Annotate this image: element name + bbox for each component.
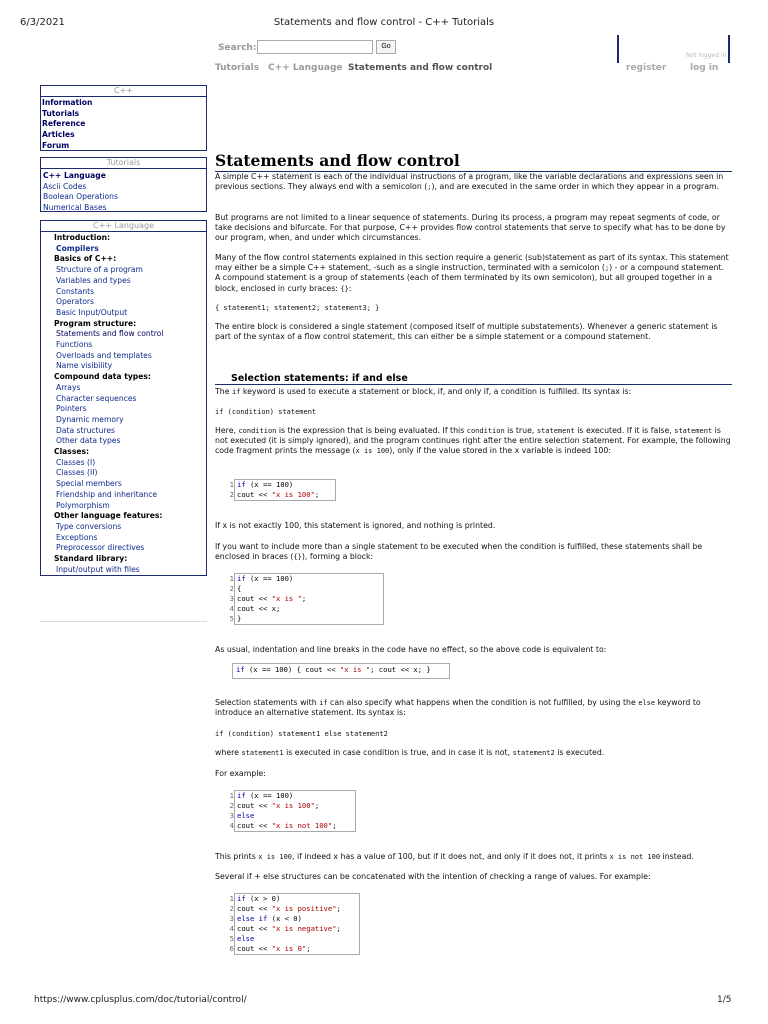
- sidebar-section-item[interactable]: Basic Input/Output: [56, 307, 128, 317]
- code-line-text: if (x == 100): [234, 574, 293, 584]
- sidebar-tutorial-link[interactable]: Ascii Codes: [43, 181, 87, 191]
- print-url: https://www.cplusplus.com/doc/tutorial/control/: [34, 995, 247, 1005]
- sidebar-section-title: Other language features:: [54, 511, 163, 521]
- code-listing-4: [222, 791, 337, 831]
- sidebar-cpp-link[interactable]: Tutorials: [42, 108, 80, 118]
- code-line-number: 2: [229, 584, 234, 593]
- code-line: [222, 924, 341, 934]
- paragraph-concatenated: Several if + else structures can be concatenated with the intention of checking a range of values. For example:: [215, 872, 651, 881]
- sidebar-divider: [40, 621, 207, 622]
- code-line-text: cout << "x is negative";: [234, 924, 341, 934]
- if-syntax: if (condition) statement: [215, 408, 317, 416]
- sidebar-section-item[interactable]: Polymorphism: [56, 500, 110, 510]
- sidebar-section-item[interactable]: Preprocessor directives: [56, 543, 145, 553]
- code-line-text: cout << "x is ";: [234, 594, 306, 604]
- paragraph-condition: Here, condition is the expression that is being evaluated. If this condition is true, statement is executed. If it is false, statement is not executed (it is simply ignored), and the program continues right after the entire selection statement. For example, the following code fragment prints the message (x is 100), only if the value stored in the x variable is indeed 100:: [215, 426, 731, 456]
- code-line-text: cout << "x is not 100";: [234, 821, 337, 831]
- code-line-text: cout << "x is 100";: [234, 490, 319, 500]
- code-line-text: if (x == 100) { cout << "x is "; cout << x; }: [236, 665, 431, 674]
- search-input[interactable]: [257, 40, 373, 54]
- sidebar-tutorial-link[interactable]: Boolean Operations: [43, 192, 118, 202]
- sidebar-section-title: Program structure:: [54, 318, 137, 328]
- section-underline: [215, 384, 732, 385]
- code-line-text: {: [234, 584, 241, 594]
- code-line: [222, 791, 337, 801]
- code-line: [222, 904, 341, 914]
- code-line-number: 1: [229, 574, 234, 583]
- code-line-text: if (x == 100): [234, 791, 293, 801]
- sidebar-language-box: [40, 220, 207, 576]
- code-line: [222, 604, 306, 614]
- print-page-number: 1/5: [717, 995, 732, 1005]
- code-line-number: 2: [229, 490, 234, 499]
- sidebar-section-item[interactable]: Structure of a program: [56, 265, 143, 275]
- login-link[interactable]: log in: [690, 63, 719, 73]
- sidebar-tutorials-header: Tutorials: [41, 158, 206, 169]
- paragraph-where: where statement1 is executed in case condition is true, and in case it is not, statement2 is executed.: [215, 748, 605, 757]
- sidebar-section-item[interactable]: Exceptions: [56, 532, 98, 542]
- sidebar-section-item[interactable]: Character sequences: [56, 393, 137, 403]
- code-line-number: 3: [229, 914, 234, 923]
- paragraph-braces: If you want to include more than a single statement to be executed when the condition is fulfilled, these statements shall be enclosed in braces ({}), forming a block:: [215, 542, 703, 562]
- code-line: [222, 821, 337, 831]
- sidebar-section-title: Compound data types:: [54, 372, 151, 382]
- code-line-number: 2: [229, 904, 234, 913]
- print-title: Statements and flow control - C++ Tutorials: [273, 17, 495, 28]
- code-line-number: 2: [229, 801, 234, 810]
- code-listing-2: [222, 574, 306, 624]
- paragraph-indentation: As usual, indentation and line breaks in the code have no effect, so the above code is equivalent to:: [215, 645, 607, 654]
- code-line-number: 4: [229, 924, 234, 933]
- code-line-number: 5: [229, 934, 234, 943]
- paragraph-if: The if keyword is used to execute a statement or block, if, and only if, a condition is fulfilled. Its syntax is:: [215, 387, 632, 396]
- sidebar-section-title: Basics of C++:: [54, 254, 117, 264]
- paragraph-prints: This prints x is 100, if indeed x has a value of 100, but if it does not, and only if it does not, it prints x is not 100 instead.: [215, 852, 694, 861]
- code-line-text: else: [234, 811, 254, 821]
- code-line: [222, 894, 341, 904]
- sidebar-section-item[interactable]: Data structures: [56, 425, 115, 435]
- sidebar-tutorial-link[interactable]: C++ Language: [43, 171, 106, 180]
- code-line: [222, 614, 306, 624]
- paragraph-intro: A simple C++ statement is each of the individual instructions of a program, like the variable declarations and expressions seen in previous sections. They always end with a semicolon (;), and are executed in the same order in which they appear in a program.: [215, 172, 724, 192]
- sidebar-cpp-header: C++: [41, 86, 206, 97]
- paragraph-else: Selection statements with if can also specify what happens when the condition is not fulfilled, by using the else keyword to introduce an alternative statement. Its syntax is:: [215, 698, 701, 718]
- sidebar-section-item[interactable]: Operators: [56, 297, 94, 307]
- sidebar-section-item[interactable]: Arrays: [56, 382, 81, 392]
- page-title: Statements and flow control: [215, 151, 460, 170]
- code-line: [222, 811, 337, 821]
- sidebar-section-title: Introduction:: [54, 233, 111, 242]
- code-line-number: 6: [229, 944, 234, 953]
- code-line-text: else: [234, 934, 254, 944]
- sidebar-section-item[interactable]: Overloads and templates: [56, 350, 152, 360]
- code-listing-1: [222, 480, 319, 500]
- sidebar-tutorials-box: [40, 157, 207, 212]
- breadcrumb: [215, 63, 259, 73]
- paragraph-flow: But programs are not limited to a linear sequence of statements. During its process, a program may repeat segments of code, or take decisions and bifurcate. For that purpose, C++ provides flow control statements that serve to specify what has to be done by our program, when, and under which circumstances.: [215, 213, 726, 243]
- sidebar-section-item[interactable]: Compilers: [56, 243, 99, 253]
- print-date: 6/3/2021: [20, 17, 65, 28]
- sidebar-tutorial-link[interactable]: Numerical Bases: [43, 203, 107, 213]
- ifelse-syntax: if (condition) statement1 else statement2: [215, 730, 388, 738]
- code-line-text: cout << "x is 0";: [234, 944, 311, 954]
- sidebar-section-item[interactable]: Functions: [56, 340, 93, 350]
- sidebar-cpp-link[interactable]: Articles: [42, 130, 75, 140]
- sidebar-cpp-box: [40, 85, 207, 151]
- paragraph-ignored: If x is not exactly 100, this statement is ignored, and nothing is printed.: [215, 521, 496, 530]
- code-line-text: }: [234, 614, 241, 624]
- sidebar-cpp-link[interactable]: Information: [42, 98, 93, 107]
- code-line-text: if (x == 100): [234, 480, 293, 490]
- search-label: Search:: [218, 43, 257, 53]
- code-line-number: 3: [229, 811, 234, 820]
- sidebar-language-header: C++ Language: [41, 221, 206, 232]
- code-line: [222, 801, 337, 811]
- sidebar-section-title: Standard library:: [54, 554, 128, 564]
- code-line-number: 4: [229, 821, 234, 830]
- header-divider: [617, 35, 619, 63]
- breadcrumb-tutorials[interactable]: Tutorials: [215, 63, 260, 73]
- sidebar-section-item[interactable]: Variables and types: [56, 275, 131, 285]
- sidebar-section-item[interactable]: Dynamic memory: [56, 414, 124, 424]
- block-syntax: { statement1; statement2; statement3; }: [215, 304, 380, 312]
- code-line: [222, 584, 306, 594]
- code-line-text: if (x > 0): [234, 894, 280, 904]
- code-line-number: 1: [229, 480, 234, 489]
- code-line: [222, 914, 341, 924]
- sidebar-section-item[interactable]: Classes (I): [56, 457, 96, 467]
- code-line-number: 1: [229, 791, 234, 800]
- header-divider-right: [728, 35, 730, 63]
- sidebar-section-item[interactable]: Input/output with files: [56, 564, 140, 574]
- sidebar-section-item[interactable]: Friendship and inheritance: [56, 489, 158, 499]
- code-line: [222, 944, 341, 954]
- code-line: [222, 594, 306, 604]
- section-heading-selection: Selection statements: if and else: [231, 373, 408, 384]
- paragraph-block: The entire block is considered a single statement (composed itself of multiple substatements). Whenever a generic statement is part of the syntax of a flow control statement, this can either be a simple statement or a compound statement.: [215, 322, 718, 342]
- code-line-text: cout << "x is 100";: [234, 801, 319, 811]
- paragraph-for-example: For example:: [215, 769, 266, 778]
- sidebar-cpp-link[interactable]: Forum: [42, 140, 70, 150]
- register-link[interactable]: register: [626, 63, 667, 73]
- sidebar-section-item[interactable]: Pointers: [56, 404, 87, 414]
- sidebar-section-item[interactable]: Statements and flow control: [56, 329, 164, 339]
- breadcrumb-cpp-language[interactable]: C++ Language: [268, 63, 343, 73]
- code-line-number: 1: [229, 894, 234, 903]
- sidebar-section-item[interactable]: Type conversions: [56, 521, 122, 531]
- breadcrumb-current: Statements and flow control: [348, 63, 493, 73]
- code-listing-5: [222, 894, 341, 954]
- login-status: Not logged in: [686, 52, 727, 59]
- code-line-text: cout << "x is positive";: [234, 904, 341, 914]
- code-line: [222, 574, 306, 584]
- code-line-number: 5: [229, 614, 234, 623]
- sidebar-cpp-link[interactable]: Reference: [42, 119, 86, 129]
- sidebar-section-item[interactable]: Constants: [56, 286, 95, 296]
- sidebar-section-item[interactable]: Name visibility: [56, 361, 113, 371]
- sidebar-section-item[interactable]: Other data types: [56, 436, 121, 446]
- sidebar-section-item[interactable]: Classes (II): [56, 468, 98, 478]
- paragraph-compound: Many of the flow control statements explained in this section require a generic (sub)statement as part of its syntax. This statement may either be a simple C++ statement, -such as a single instruction, terminated with a semicolon (;) - or a compound statement. A compound statement is a group of statements (each of them terminated by its own semicolon), but all grouped together in a block, enclosed in curly braces: {}:: [215, 253, 729, 293]
- code-line: [222, 480, 319, 490]
- code-listing-3: [236, 665, 431, 675]
- code-line: [222, 490, 319, 500]
- code-line-text: cout << x;: [234, 604, 280, 614]
- sidebar-section-item[interactable]: Special members: [56, 479, 122, 489]
- sidebar-section-title: Classes:: [54, 447, 90, 457]
- code-line-number: 4: [229, 604, 234, 613]
- code-line-text: else if (x < 0): [234, 914, 302, 924]
- code-line: [222, 934, 341, 944]
- code-line-number: 3: [229, 594, 234, 603]
- go-button[interactable]: Go: [376, 40, 396, 54]
